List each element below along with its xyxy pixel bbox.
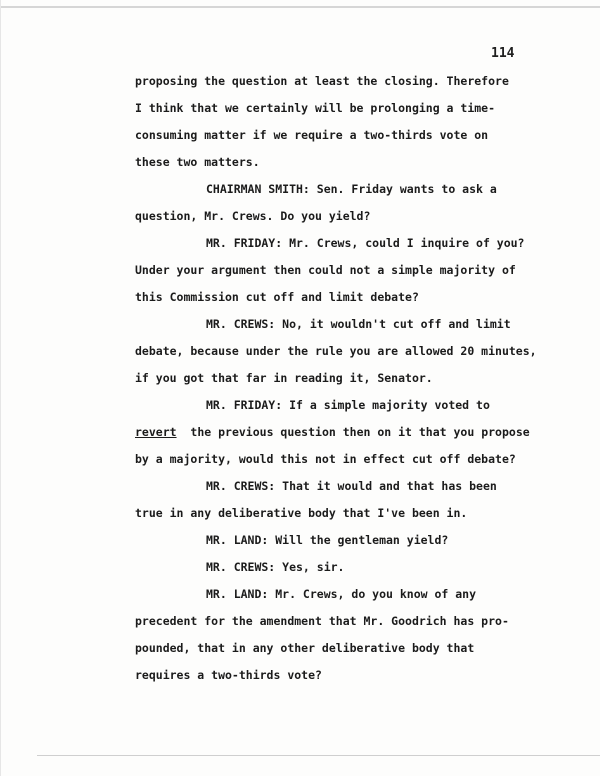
transcript-line: true in any deliberative body that I've been in. (135, 506, 468, 520)
speaker-line: MR. CREWS: Yes, sir. (206, 560, 345, 574)
transcript-line: proposing the question at least the closing. Therefore (135, 74, 509, 88)
transcript-line: I think that we certainly will be prolonging a time- (135, 101, 496, 115)
transcript-line: precedent for the amendment that Mr. Goodrich has pro- (135, 614, 509, 628)
transcript-line: requires a two-thirds vote? (135, 668, 322, 682)
scan-top-edge (1, 6, 600, 8)
speaker-line: MR. CREWS: No, it wouldn't cut off and limit (206, 317, 511, 331)
transcript-line: these two matters. (135, 155, 260, 169)
transcript-line: debate, because under the rule you are allowed 20 minutes, (135, 344, 537, 358)
line-text: the previous question then on it that you propose (190, 425, 530, 439)
speaker-line: MR. FRIDAY: If a simple majority voted to (206, 398, 490, 412)
speaker-line: MR. CREWS: That it would and that has been (206, 479, 497, 493)
underlined-word: revert (135, 425, 177, 439)
speaker-line: MR. LAND: Will the gentleman yield? (206, 533, 449, 547)
speaker-line: MR. FRIDAY: Mr. Crews, could I inquire of you? (206, 236, 525, 250)
scan-bottom-edge (37, 755, 600, 756)
transcript-line-underlined (135, 425, 530, 439)
transcript-line: consuming matter if we require a two-thirds vote on (135, 128, 489, 142)
transcript-line: this Commission cut off and limit debate? (135, 290, 419, 304)
speaker-line: CHAIRMAN SMITH: Sen. Friday wants to ask a (206, 182, 497, 196)
bleed-through-shadow (301, 22, 511, 102)
transcript-line: question, Mr. Crews. Do you yield? (135, 209, 371, 223)
transcript-line: Under your argument then could not a simple majority of (135, 263, 516, 277)
transcript-line: pounded, that in any other deliberative body that (135, 641, 475, 655)
transcript-line: if you got that far in reading it, Senator. (135, 371, 433, 385)
speaker-line: MR. LAND: Mr. Crews, do you know of any (206, 587, 477, 601)
page-number: 114 (491, 46, 515, 61)
transcript-line: by a majority, would this not in effect cut off debate? (135, 452, 516, 466)
